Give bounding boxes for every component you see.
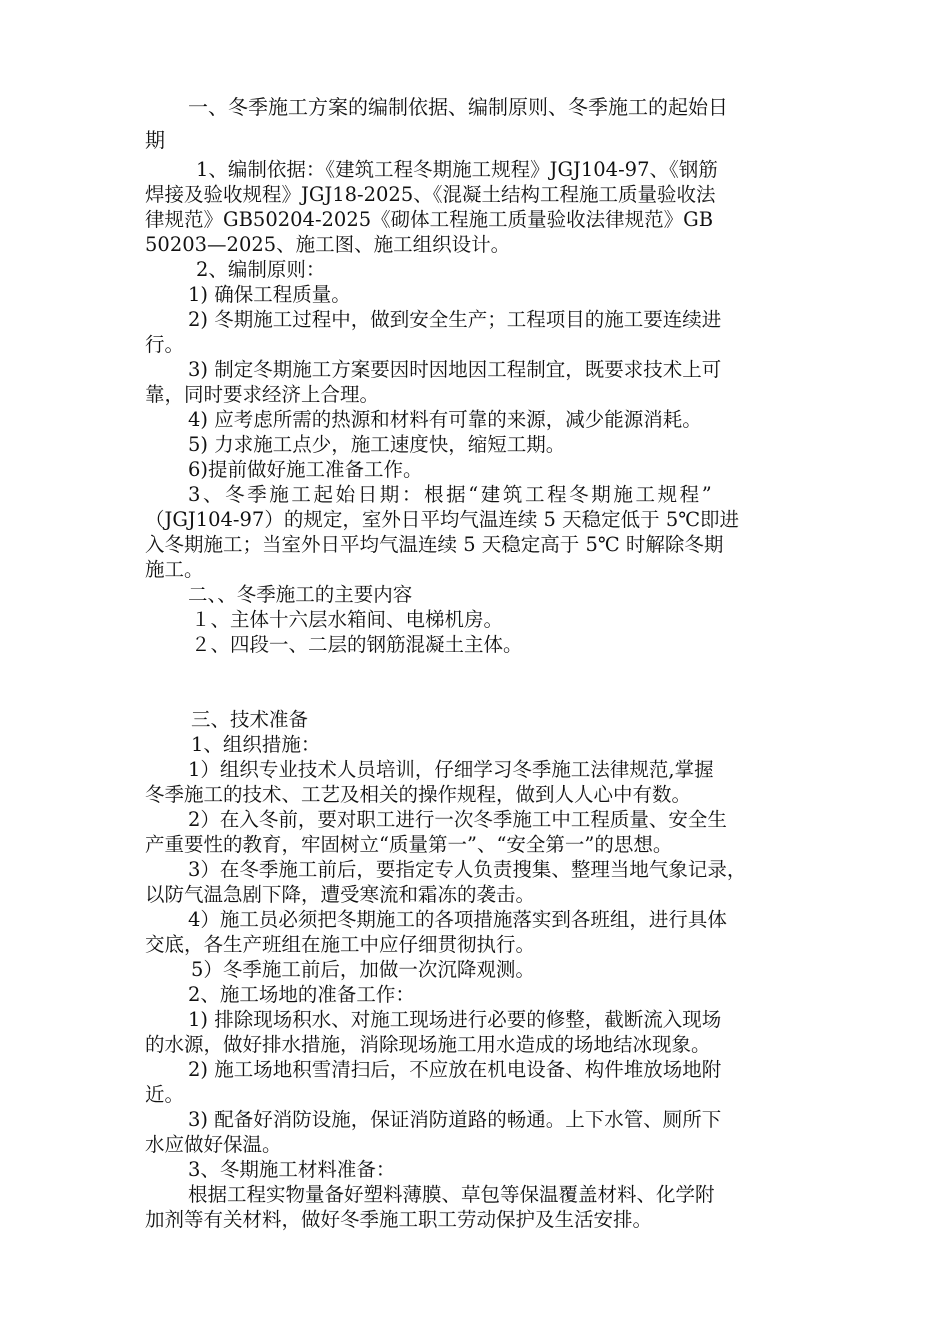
org-item: 1）组织专业技术人员培训，仔细学习冬季施工法律规范,掌握 xyxy=(188,758,714,781)
material-paragraph: 根据工程实物量备好塑料薄膜、草包等保温覆盖材料、化学附 xyxy=(188,1183,715,1206)
principle-item: 4) 应考虑所需的热源和材料有可靠的来源，减少能源消耗。 xyxy=(188,408,702,431)
principle-item: 5) 力求施工点少，施工速度快，缩短工期。 xyxy=(188,433,566,456)
org-item: 2）在入冬前，要对职工进行一次冬季施工中工程质量、安全生 xyxy=(188,808,727,831)
site-item: 3) 配备好消防设施，保证消防道路的畅通。上下水管、厕所下 xyxy=(188,1108,722,1131)
basis-paragraph: 50203—2025、施工图、施工组织设计。 xyxy=(145,233,511,256)
basis-paragraph: 焊接及验收规程》JGJ18-2025、《混凝土结构工程施工质量验收法 xyxy=(145,183,716,206)
site-item: 2) 施工场地积雪清扫后，不应放在机电设备、构件堆放场地附 xyxy=(188,1058,722,1081)
org-item: 3）在冬季施工前后，要指定专人负责搜集、整理当地气象记录， xyxy=(188,858,747,881)
start-date-paragraph: 3、冬季施工起始日期：根据“建筑工程冬期施工规程” xyxy=(188,483,715,506)
content-item: ２、四段一、二层的钢筋混凝土主体。 xyxy=(191,633,523,656)
org-item: 冬季施工的技术、工艺及相关的操作规程，做到人人心中有数。 xyxy=(145,783,692,806)
org-item: 5）冬季施工前后，加做一次沉降观测。 xyxy=(191,958,535,981)
principle-item: 2) 冬期施工过程中，做到安全生产；工程项目的施工要连续进 xyxy=(188,308,722,331)
start-date-paragraph: （JGJ104-97）的规定，室外日平均气温连续 5 天稳定低于 5℃即进 xyxy=(145,508,740,531)
principle-item: 1) 确保工程质量。 xyxy=(188,283,351,306)
site-item: 近。 xyxy=(145,1083,185,1106)
principle-item: 6)提前做好施工准备工作。 xyxy=(188,458,423,481)
org-item: 4）施工员必须把冬期施工的各项措施落实到各班组，进行具体 xyxy=(188,908,727,931)
heading-1: 一、冬季施工方案的编制依据、编制原则、冬季施工的起始日 xyxy=(188,95,728,119)
principle-item: 3) 制定冬期施工方案要因时因地因工程制宜，既要求技术上可 xyxy=(188,358,722,381)
basis-paragraph: 律规范》GB50204-2025《砌体工程施工质量验收法律规范》GB xyxy=(145,208,714,231)
principle-item: 靠，同时要求经济上合理。 xyxy=(145,383,380,406)
material-title: 3、冬期施工材料准备： xyxy=(188,1158,396,1181)
start-date-paragraph: 施工。 xyxy=(145,558,204,581)
principle-item: 行。 xyxy=(145,333,185,356)
site-title: 2、施工场地的准备工作： xyxy=(188,983,415,1006)
heading-3: 三、技术准备 xyxy=(191,708,309,731)
site-item: 的水源，做好排水措施，消除现场施工用水造成的场地结冰现象。 xyxy=(145,1033,711,1056)
org-item: 以防气温急剧下降，遭受寒流和霜冻的袭击。 xyxy=(145,883,536,906)
site-item: 1) 排除现场积水、对施工现场进行必要的修整，截断流入现场 xyxy=(188,1008,722,1031)
principle-title: 2、编制原则： xyxy=(196,258,326,281)
org-item: 产重要性的教育，牢固树立“质量第一”、“安全第一”的思想。 xyxy=(145,833,673,856)
material-paragraph: 加剂等有关材料，做好冬季施工职工劳动保护及生活安排。 xyxy=(145,1208,653,1231)
org-item: 交底，各生产班组在施工中应仔细贯彻执行。 xyxy=(145,933,536,956)
site-item: 水应做好保温。 xyxy=(145,1133,282,1156)
basis-paragraph: 1、编制依据：《建筑工程冬期施工规程》JGJ104-97、《钢筋 xyxy=(196,158,718,181)
start-date-paragraph: 入冬期施工；当室外日平均气温连续 5 天稳定高于 5℃ 时解除冬期 xyxy=(145,533,724,556)
heading-2: 二、、冬季施工的主要内容 xyxy=(188,583,413,606)
org-title: 1、组织措施： xyxy=(191,733,321,756)
content-item: １、主体十六层水箱间、电梯机房。 xyxy=(191,608,504,631)
heading-1-cont: 期 xyxy=(145,128,165,152)
